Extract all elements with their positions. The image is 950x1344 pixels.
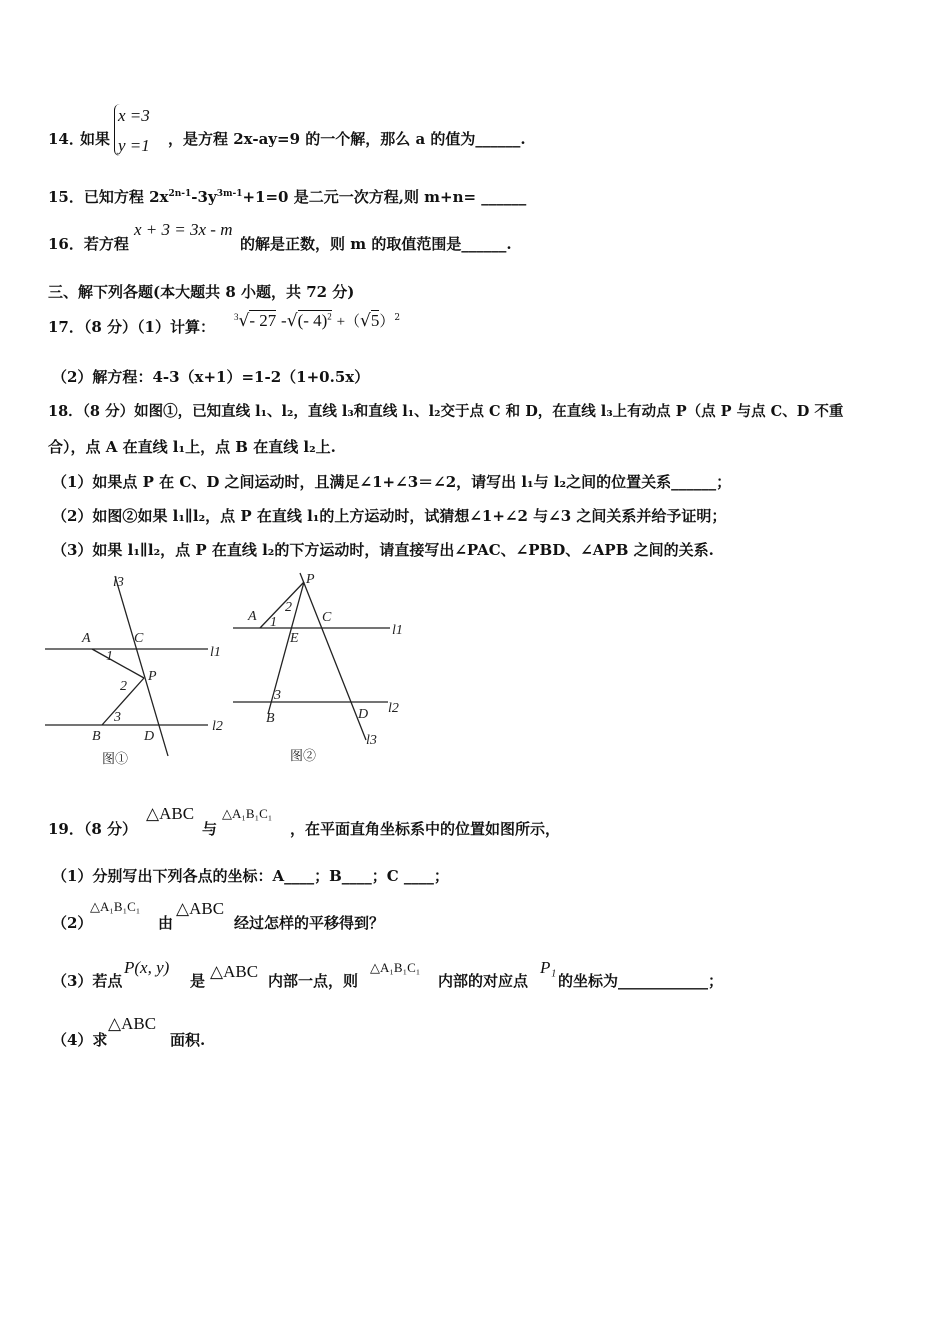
q15-text <box>48 186 526 207</box>
label-B: B <box>266 711 275 726</box>
label-B: B <box>92 729 101 744</box>
label-A: A <box>82 631 91 646</box>
q16-number: 16． <box>48 235 84 253</box>
q17-line <box>48 316 215 337</box>
cube-root-index: 3 <box>234 312 239 322</box>
figure-2-caption: 图② <box>290 748 317 763</box>
sqrt-arg: (- 4)$^2$ <box>297 311 332 330</box>
q14-prefix: 如果 <box>80 130 111 148</box>
q19-part3-post: 的坐标为____________； <box>558 972 724 990</box>
section-3-title: 三、解下列各题(本大题共 8 小题，共 72 分) <box>48 283 355 301</box>
plus-open: +（ <box>336 314 361 330</box>
cube-root-arg: - 27 <box>249 311 277 330</box>
q19-part4-pre: （4）求 <box>52 1031 108 1049</box>
label-A: A <box>248 609 257 624</box>
root-symbol: √ <box>360 311 371 331</box>
exponent: 2 <box>394 313 401 323</box>
label-l2: l2 <box>212 719 223 734</box>
q16-prefix: 若方程 <box>83 235 129 253</box>
q19-part3-point: P(x, y) <box>124 958 170 977</box>
q19-part3-p1: P₁ <box>540 958 557 977</box>
q19-tri1: △ABC <box>146 804 195 823</box>
label-P: P <box>148 669 157 684</box>
q14-equation-system <box>118 101 150 161</box>
label-C: C <box>322 610 332 625</box>
q18-part3: （3）如果 l₁∥l₂，点 P 在直线 l₂的下方运动时，请直接写出∠PAC、∠PBD、∠APB 之间的关系. <box>52 541 714 559</box>
q15-a: 已知方程 2x <box>83 188 169 206</box>
minus-sign: - <box>281 311 287 330</box>
label-l3: l3 <box>366 733 377 748</box>
q14-eq1: x =3 <box>118 106 150 125</box>
q19-line <box>48 818 137 839</box>
q16-line <box>48 233 129 254</box>
q19-part4-post: 面积. <box>170 1031 206 1049</box>
q19-part3-tri: △ABC <box>210 962 259 981</box>
q19-part1: （1）分别写出下列各点的坐标：A____；B____；C ____； <box>52 867 449 885</box>
sqrt5-arg: 5 <box>370 311 380 330</box>
q15-number: 15． <box>48 188 84 206</box>
q19-part2-by: 由 <box>158 914 174 932</box>
label-C: C <box>134 631 144 646</box>
line-l3 <box>300 573 369 740</box>
q18-line2: 合），点 A 在直线 l₁上，点 B 在直线 l₂上. <box>48 438 336 456</box>
q19-part2-post: 经过怎样的平移得到？ <box>234 914 385 932</box>
label-angle-3: 3 <box>274 688 281 703</box>
q18-part2: （2）如图②如果 l₁∥l₂，点 P 在直线 l₁的上方运动时，试猜想∠1+∠2 与∠3 之间关系并给予证明； <box>52 507 727 525</box>
q17-number: 17． <box>48 318 84 336</box>
q19-tri2: △A₁B₁C₁ <box>222 806 273 821</box>
q15-c: +1=0 是二元一次方程,则 m+n= ______ <box>242 188 527 206</box>
label-E: E <box>290 631 299 646</box>
label-P: P <box>306 572 315 587</box>
q19-part3-tri2: △A₁B₁C₁ <box>370 960 421 975</box>
q18-part1: （1）如果点 P 在 C、D 之间运动时，且满足∠1+∠3＝∠2，请写出 l₁与 l₂之间的位置关系______； <box>52 473 732 491</box>
figure-2 <box>228 568 418 768</box>
label-angle-3: 3 <box>114 710 121 725</box>
label-l2: l2 <box>388 701 399 716</box>
q19-rest: ，在平面直角坐标系中的位置如图所示， <box>290 820 561 838</box>
q14-text: ，是方程 2x-ay=9 的一个解，那么 a 的值为______. <box>168 130 526 148</box>
q19-part3-mid: 内部一点，则 <box>268 972 359 990</box>
figure-1-caption: 图① <box>102 751 129 766</box>
q19-part2-pre: （2） <box>52 914 93 932</box>
label-D: D <box>144 729 155 744</box>
q16-equation: x + 3 = 3x - m <box>134 220 233 239</box>
q18-line1: 18．（8 分）如图①，已知直线 l₁、l₂，直线 l₃和直线 l₁、l₂交于点 C 和 D，在直线 l₃上有动点 P（点 P 与点 C、D 不重 <box>48 403 844 420</box>
segment-ap <box>92 649 144 678</box>
label-l1: l1 <box>392 623 403 638</box>
root-symbol: √ <box>238 311 250 331</box>
q19-number: 19． <box>48 820 84 838</box>
q19-points: （8 分） <box>83 820 138 838</box>
root-symbol: √ <box>286 311 298 331</box>
q19-part3-pre: （3）若点 <box>52 972 123 990</box>
q19-part2-tri1: △A₁B₁C₁ <box>90 899 141 914</box>
q15-exp1: 2n-1 <box>168 189 192 199</box>
q19-part3-mid2: 内部的对应点 <box>438 972 529 990</box>
q19-part3-is: 是 <box>190 972 206 990</box>
q19-part2-tri2: △ABC <box>176 899 225 918</box>
q17-points: （8 分）（1）计算： <box>83 318 215 336</box>
q15-b: -3y <box>191 188 217 206</box>
q17-expression <box>234 310 400 331</box>
label-angle-1: 1 <box>270 615 277 630</box>
q19-part4-tri: △ABC <box>108 1014 157 1033</box>
label-angle-1: 1 <box>106 649 113 664</box>
label-l1: l1 <box>210 645 221 660</box>
label-l3: l3 <box>113 575 124 590</box>
label-angle-2: 2 <box>285 600 292 615</box>
close-paren: ） <box>379 312 395 330</box>
q15-exp2: 3m-1 <box>216 189 243 199</box>
q14-number: 14． <box>48 130 84 148</box>
q19-with: 与 <box>202 820 218 838</box>
label-angle-2: 2 <box>120 679 127 694</box>
q16-suffix: 的解是正数，则 m 的取值范围是______. <box>240 235 512 253</box>
figure-1 <box>40 568 240 773</box>
q14-eq2: y =1 <box>118 136 150 155</box>
q17-part2: （2）解方程：4-3（x+1）=1-2（1+0.5x） <box>52 368 370 386</box>
label-D: D <box>358 707 369 722</box>
